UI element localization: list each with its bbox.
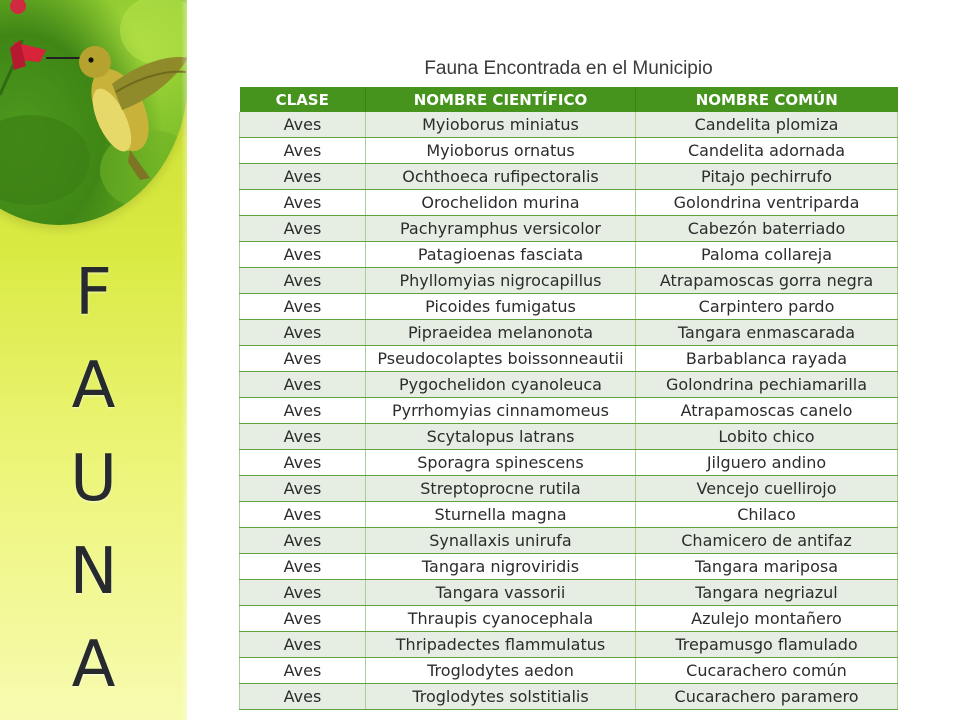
cell-clase: Aves — [240, 424, 366, 450]
cell-clase: Aves — [240, 684, 366, 710]
cell-nombre-cientifico: Phyllomyias nigrocapillus — [366, 268, 636, 294]
cell-nombre-cientifico: Streptoprocne rutila — [366, 476, 636, 502]
fauna-letter: U — [70, 442, 117, 516]
cell-nombre-comun: Trepamusgo flamulado — [636, 632, 898, 658]
cell-nombre-cientifico: Scytalopus latrans — [366, 424, 636, 450]
cell-nombre-comun: Pitajo pechirrufo — [636, 164, 898, 190]
cell-nombre-cientifico: Pipraeidea melanonota — [366, 320, 636, 346]
table-row — [240, 164, 898, 190]
fauna-table — [239, 87, 898, 710]
cell-nombre-comun: Paloma collareja — [636, 242, 898, 268]
cell-nombre-comun: Azulejo montañero — [636, 606, 898, 632]
cell-clase: Aves — [240, 476, 366, 502]
hummingbird-photo — [0, 0, 187, 225]
column-header-clase: CLASE — [240, 87, 366, 112]
table-row — [240, 216, 898, 242]
table-row — [240, 476, 898, 502]
table-row — [240, 658, 898, 684]
table-row — [240, 268, 898, 294]
table-row — [240, 190, 898, 216]
cell-clase: Aves — [240, 268, 366, 294]
table-row — [240, 372, 898, 398]
cell-nombre-comun: Golondrina pechiamarilla — [636, 372, 898, 398]
cell-clase: Aves — [240, 450, 366, 476]
cell-nombre-comun: Candelita adornada — [636, 138, 898, 164]
cell-clase: Aves — [240, 190, 366, 216]
cell-nombre-comun: Lobito chico — [636, 424, 898, 450]
cell-nombre-cientifico: Thraupis cyanocephala — [366, 606, 636, 632]
cell-nombre-cientifico: Patagioenas fasciata — [366, 242, 636, 268]
cell-nombre-cientifico: Troglodytes aedon — [366, 658, 636, 684]
cell-nombre-comun: Carpintero pardo — [636, 294, 898, 320]
page-title: Fauna Encontrada en el Municipio — [424, 58, 713, 79]
cell-nombre-comun: Golondrina ventriparda — [636, 190, 898, 216]
column-header-nombre-cientifico: NOMBRE CIENTÍFICO — [366, 87, 636, 112]
cell-nombre-cientifico: Tangara nigroviridis — [366, 554, 636, 580]
cell-nombre-comun: Jilguero andino — [636, 450, 898, 476]
cell-nombre-comun: Chilaco — [636, 502, 898, 528]
cell-nombre-comun: Chamicero de antifaz — [636, 528, 898, 554]
cell-nombre-comun: Atrapamoscas canelo — [636, 398, 898, 424]
cell-nombre-cientifico: Picoides fumigatus — [366, 294, 636, 320]
cell-clase: Aves — [240, 554, 366, 580]
fauna-letter: N — [69, 535, 118, 609]
fauna-letter: A — [71, 628, 116, 702]
cell-nombre-comun: Cucarachero paramero — [636, 684, 898, 710]
cell-nombre-cientifico: Orochelidon murina — [366, 190, 636, 216]
cell-clase: Aves — [240, 138, 366, 164]
cell-clase: Aves — [240, 580, 366, 606]
table-body — [240, 112, 898, 710]
table-row — [240, 424, 898, 450]
column-header-nombre-comun: NOMBRE COMÚN — [636, 87, 898, 112]
cell-nombre-cientifico: Pachyramphus versicolor — [366, 216, 636, 242]
cell-clase: Aves — [240, 216, 366, 242]
cell-clase: Aves — [240, 372, 366, 398]
cell-nombre-cientifico: Sturnella magna — [366, 502, 636, 528]
cell-nombre-comun: Cucarachero común — [636, 658, 898, 684]
cell-clase: Aves — [240, 294, 366, 320]
cell-nombre-cientifico: Pseudocolaptes boissonneautii — [366, 346, 636, 372]
cell-clase: Aves — [240, 632, 366, 658]
fauna-vertical-word — [0, 250, 187, 720]
table-row — [240, 606, 898, 632]
cell-clase: Aves — [240, 658, 366, 684]
table-row — [240, 502, 898, 528]
hummingbird-flower-icon — [0, 0, 187, 225]
cell-nombre-cientifico: Thripadectes flammulatus — [366, 632, 636, 658]
cell-clase: Aves — [240, 606, 366, 632]
cell-clase: Aves — [240, 320, 366, 346]
cell-nombre-cientifico: Tangara vassorii — [366, 580, 636, 606]
cell-clase: Aves — [240, 502, 366, 528]
table-row — [240, 580, 898, 606]
cell-nombre-comun: Barbablanca rayada — [636, 346, 898, 372]
table-row — [240, 554, 898, 580]
side-panel — [0, 0, 187, 720]
table-header — [240, 87, 898, 112]
cell-nombre-comun: Candelita plomiza — [636, 112, 898, 138]
table-header-row — [240, 87, 898, 112]
table-row — [240, 346, 898, 372]
cell-nombre-cientifico: Pygochelidon cyanoleuca — [366, 372, 636, 398]
cell-clase: Aves — [240, 398, 366, 424]
cell-nombre-cientifico: Sporagra spinescens — [366, 450, 636, 476]
table-row — [240, 528, 898, 554]
table-row — [240, 398, 898, 424]
cell-clase: Aves — [240, 112, 366, 138]
table-row — [240, 450, 898, 476]
table-row — [240, 138, 898, 164]
table-row — [240, 684, 898, 710]
table-row — [240, 112, 898, 138]
cell-nombre-comun: Tangara negriazul — [636, 580, 898, 606]
cell-nombre-cientifico: Myioborus ornatus — [366, 138, 636, 164]
cell-nombre-comun: Tangara mariposa — [636, 554, 898, 580]
cell-nombre-cientifico: Ochthoeca rufipectoralis — [366, 164, 636, 190]
fauna-letter: F — [75, 256, 112, 330]
table-row — [240, 294, 898, 320]
cell-nombre-cientifico: Troglodytes solstitialis — [366, 684, 636, 710]
cell-clase: Aves — [240, 528, 366, 554]
cell-nombre-comun: Cabezón baterriado — [636, 216, 898, 242]
cell-clase: Aves — [240, 242, 366, 268]
cell-clase: Aves — [240, 346, 366, 372]
cell-nombre-cientifico: Pyrrhomyias cinnamomeus — [366, 398, 636, 424]
cell-nombre-cientifico: Synallaxis unirufa — [366, 528, 636, 554]
table-row — [240, 320, 898, 346]
cell-nombre-comun: Atrapamoscas gorra negra — [636, 268, 898, 294]
cell-nombre-comun: Tangara enmascarada — [636, 320, 898, 346]
table-row — [240, 632, 898, 658]
cell-nombre-comun: Vencejo cuellirojo — [636, 476, 898, 502]
fauna-letter: A — [71, 349, 116, 423]
table-row — [240, 242, 898, 268]
cell-nombre-cientifico: Myioborus miniatus — [366, 112, 636, 138]
cell-clase: Aves — [240, 164, 366, 190]
